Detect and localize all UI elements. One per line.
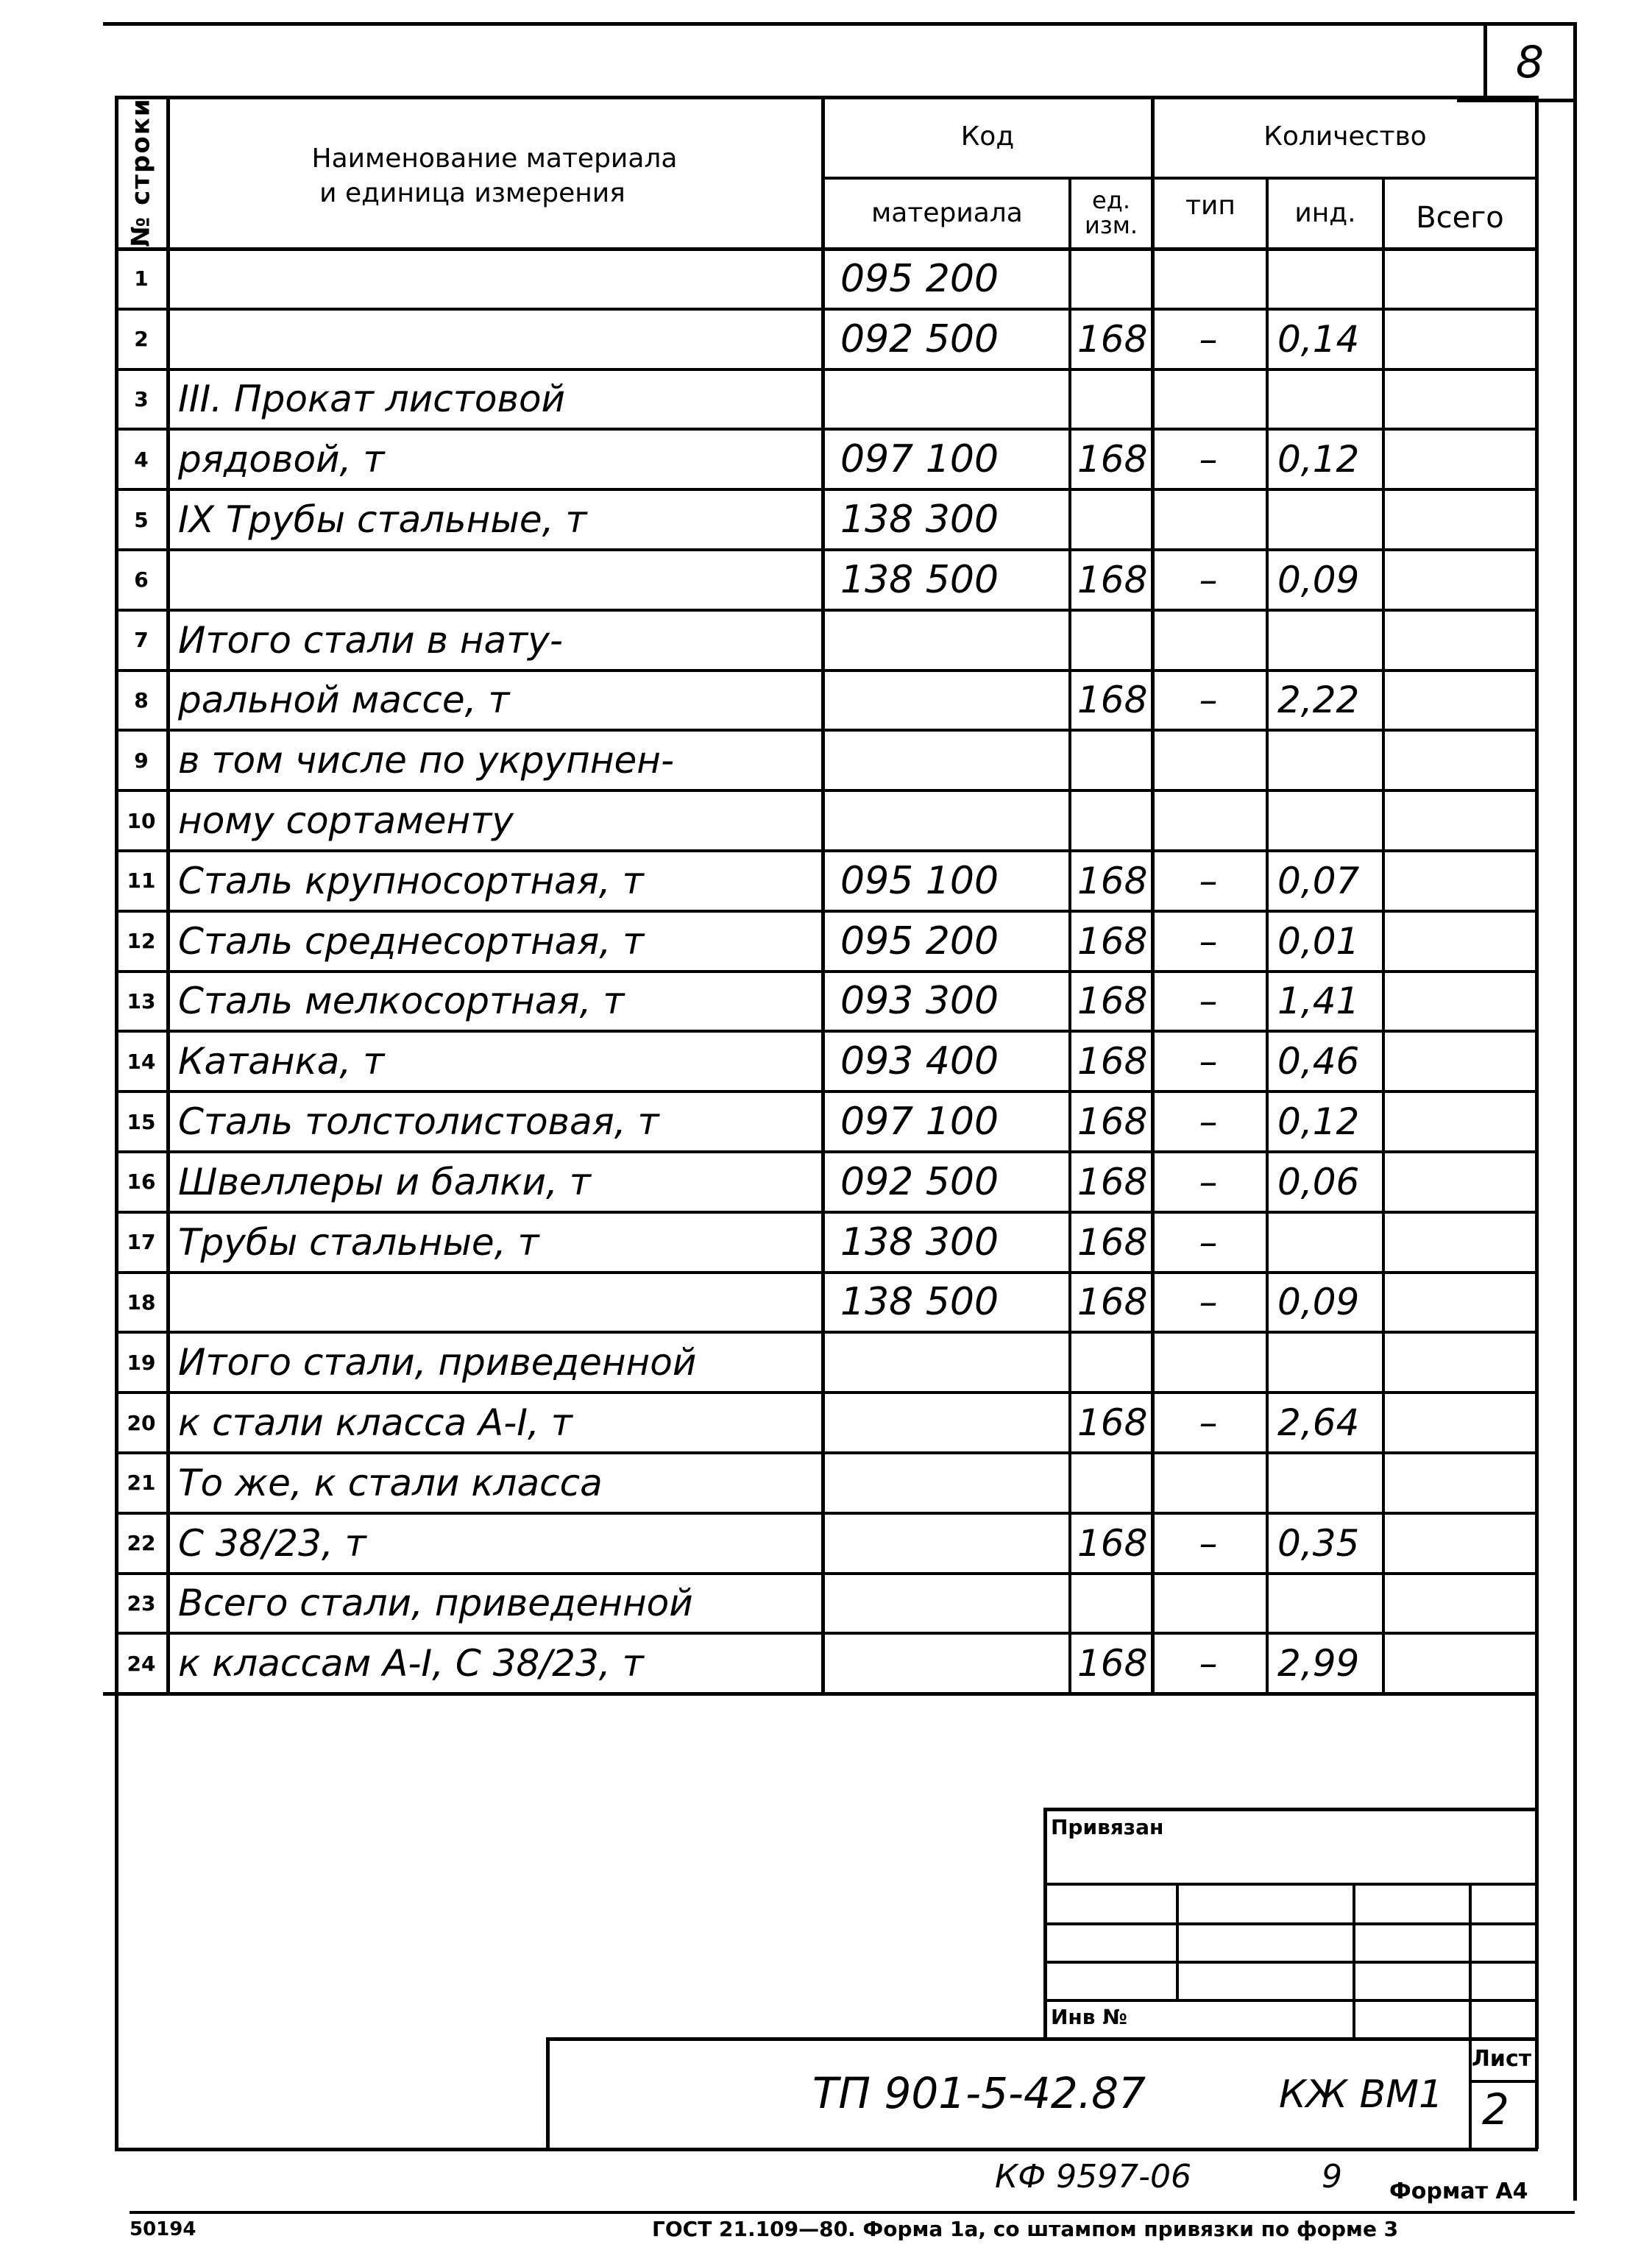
table-row [115,730,1535,790]
stamp-grid-col-3 [1469,1883,1472,2149]
table-row [115,911,1535,972]
qty-type: – [1199,1040,1218,1083]
material-code [829,1633,1079,1694]
material-code: 095 200 [840,256,999,301]
table-row [115,429,1535,489]
unit-code: 168 [1077,558,1148,601]
material-name [174,1273,826,1333]
unit-code [1071,369,1155,430]
qty-total [1385,369,1532,430]
row-number: 18 [127,1289,156,1315]
table-row [115,550,1535,610]
qty-ind [1267,1574,1392,1634]
top-frame-line [103,22,1575,26]
row-number: 20 [127,1410,156,1435]
qty-ind [1267,730,1392,790]
table-row [115,1513,1535,1574]
qty-ind: 0,35 [1277,1521,1360,1565]
row-number: 4 [134,447,149,472]
material-code: 138 500 [840,557,999,602]
material-code [829,790,1079,851]
material-name: Сталь толстолистовая, т [178,1100,659,1144]
qty-type [1152,369,1264,430]
qty-total [1385,790,1532,851]
table-row [115,1453,1535,1513]
stamp-top-line [1043,1808,1538,1811]
material-code: 092 500 [840,316,999,361]
qty-type: – [1199,1642,1218,1685]
unit-code: 168 [1077,438,1148,481]
qty-type [1152,1453,1264,1513]
table-row [115,309,1535,369]
qty-ind: 0,01 [1277,919,1360,963]
material-name: То же, к стали класса [178,1461,603,1504]
header-name-line1: Наименование материала [311,144,678,174]
qty-type: – [1199,558,1218,601]
qty-total [1385,670,1532,731]
row-number: 14 [127,1049,156,1074]
table-row [115,1633,1535,1694]
material-code [829,1574,1079,1634]
row-number: 17 [127,1230,156,1255]
material-code [829,670,1079,731]
section-code: КЖ ВМ1 [1279,2073,1444,2117]
stamp-grid-line-3 [1043,1961,1538,1964]
table-row [115,369,1535,430]
table-row [115,1091,1535,1152]
row-number: 9 [134,748,149,773]
qty-type [1152,610,1264,670]
table-right-line [1535,96,1539,2149]
qty-total [1385,1513,1532,1574]
unit-code [1071,489,1155,550]
row-number: 7 [134,628,149,653]
row-number: 1 [134,266,149,291]
row-number: 6 [134,567,149,592]
material-name: Всего стали, приведенной [178,1582,693,1625]
row-number: 13 [127,988,156,1013]
row-number: 11 [127,868,156,894]
qty-ind [1267,790,1392,851]
qty-total [1385,489,1532,550]
material-name: к классам А-I, С 38/23, т [178,1642,644,1685]
material-code: 138 500 [840,1280,999,1325]
document-code: ТП 901-5-42.87 [812,2068,1146,2118]
qty-total [1385,972,1532,1032]
qty-ind [1267,1332,1392,1393]
material-name [174,249,826,309]
footer-standard: ГОСТ 21.109—80. Форма 1а, со штампом привязки по форме 3 [652,2217,1399,2241]
qty-type: – [1199,1281,1218,1324]
qty-type: – [1199,317,1218,361]
material-name: Итого стали, приведенной [178,1341,697,1384]
qty-total [1385,1091,1532,1152]
qty-ind: 2,64 [1277,1401,1360,1445]
qty-total [1385,309,1532,369]
row-number: 10 [127,808,156,833]
qty-ind [1267,610,1392,670]
table-row [115,1574,1535,1634]
qty-total [1385,1212,1532,1273]
qty-type: – [1199,438,1218,481]
table-row [115,790,1535,851]
material-code: 093 400 [840,1039,999,1084]
stamp-sheet-value: 2 [1482,2084,1509,2134]
qty-total [1385,249,1532,309]
unit-code: 168 [1077,1521,1148,1565]
qty-ind [1267,1212,1392,1273]
qty-total [1385,1273,1532,1333]
material-code: 093 300 [840,979,999,1024]
material-name: ному сортаменту [178,799,514,843]
row-number: 2 [134,327,149,352]
table-row [115,1031,1535,1091]
material-code [829,1393,1079,1453]
material-name [174,309,826,369]
stamp-grid-line-4 [1043,1999,1538,2002]
stamp-inv-label: Инв № [1051,2005,1127,2029]
header-row-number: № строки [127,97,157,247]
material-code: 095 100 [840,858,999,903]
material-code [829,730,1079,790]
table-row [115,1152,1535,1212]
header-code-group: Код [960,121,1015,152]
material-code: 095 200 [840,919,999,963]
row-number: 8 [134,687,149,712]
qty-ind [1267,489,1392,550]
sheet-label-divider [1469,2080,1538,2083]
unit-code [1071,1453,1155,1513]
material-name: III. Прокат листовой [178,378,566,421]
qty-ind: 1,41 [1277,980,1360,1023]
header-qty-type: тип [1185,190,1236,221]
row-number: 22 [127,1531,156,1556]
material-name: Итого стали в нату- [178,618,563,662]
unit-code: 168 [1077,1401,1148,1445]
qty-total [1385,1453,1532,1513]
header-qty-total: Всего [1416,201,1504,235]
row-number: 23 [127,1591,156,1616]
row-number: 15 [127,1109,156,1134]
material-name: Трубы стальные, т [178,1220,539,1264]
qty-type: – [1199,919,1218,963]
qty-type: – [1199,1401,1218,1445]
material-code: 097 100 [840,1100,999,1144]
material-code [829,1453,1079,1513]
material-code [829,369,1079,430]
unit-code: 168 [1077,1642,1148,1685]
unit-code [1071,610,1155,670]
title-block-left-line [546,2037,550,2149]
footer-line [130,2211,1575,2214]
qty-total [1385,610,1532,670]
qty-type: – [1199,980,1218,1023]
table-row [115,851,1535,911]
qty-type [1152,790,1264,851]
qty-total [1385,1574,1532,1634]
qty-ind: 0,09 [1277,1281,1360,1324]
unit-code: 168 [1077,919,1148,963]
table-row [115,972,1535,1032]
qty-total [1385,1332,1532,1393]
header-code-material: материала [871,197,1023,228]
qty-total [1385,911,1532,972]
stamp-sheet-label: Лист [1472,2046,1532,2072]
qty-type: – [1199,1160,1218,1203]
material-name: IX Трубы стальные, т [178,498,587,542]
qty-type: – [1199,1521,1218,1565]
qty-total [1385,1031,1532,1091]
table-row [115,1332,1535,1393]
material-name: Катанка, т [178,1040,385,1083]
qty-ind [1267,249,1392,309]
footer-left-number: 50194 [130,2218,196,2240]
material-code [829,1332,1079,1393]
qty-type [1152,1332,1264,1393]
unit-code: 168 [1077,679,1148,722]
unit-code: 168 [1077,1040,1148,1083]
table-row [115,489,1535,550]
table-row [115,1393,1535,1453]
qty-ind: 0,12 [1277,1100,1360,1144]
material-name: Сталь среднесортная, т [178,919,645,963]
outer-right-frame-line [1573,22,1577,2201]
qty-ind [1267,1453,1392,1513]
material-name: С 38/23, т [178,1521,366,1565]
row-number: 21 [127,1471,156,1496]
stamp-attached-label: Привязан [1051,1815,1164,1839]
unit-code: 168 [1077,1100,1148,1144]
qty-total [1385,429,1532,489]
row-number: 5 [134,507,149,532]
qty-total [1385,1152,1532,1212]
stamp-grid-line-1 [1043,1883,1538,1886]
header-name [171,110,818,243]
unit-code [1071,1574,1155,1634]
material-name: Швеллеры и балки, т [178,1160,591,1203]
qty-type: – [1199,1220,1218,1264]
table-row [115,1212,1535,1273]
material-code: 138 300 [840,498,999,542]
qty-ind: 2,99 [1277,1642,1360,1685]
material-code: 138 300 [840,1220,999,1264]
format-label: Формат А4 [1389,2179,1528,2204]
qty-total [1385,730,1532,790]
row-number: 24 [127,1651,156,1676]
table-row [115,249,1535,309]
qty-type [1152,249,1264,309]
header-qty-ind: инд. [1294,197,1356,228]
row-number: 16 [127,1170,156,1195]
unit-code [1071,730,1155,790]
material-name: ральной массе, т [178,679,510,722]
stamp-grid-line-2 [1043,1922,1538,1925]
material-code: 092 500 [840,1159,999,1204]
qty-ind: 0,06 [1277,1160,1360,1203]
qty-ind: 0,46 [1277,1040,1360,1083]
qty-total [1385,851,1532,911]
material-name: Сталь мелкосортная, т [178,980,625,1023]
material-name: в том числе по укрупнен- [178,739,674,782]
table-bottom-line [103,1692,1538,1696]
unit-code: 168 [1077,1220,1148,1264]
qty-ind [1267,369,1392,430]
stamp-grid-col-1 [1176,1883,1179,1999]
row-number: 3 [134,386,149,411]
unit-code [1071,1332,1155,1393]
stamp-grid-col-2 [1353,1883,1355,2037]
qty-ind: 0,09 [1277,558,1360,601]
row-number: 12 [127,929,156,954]
unit-code [1071,790,1155,851]
qty-type [1152,489,1264,550]
qty-type: – [1199,1100,1218,1144]
title-block-bottom-line [115,2148,1538,2151]
order-code: КФ 9597-06 [995,2158,1191,2195]
row-number: 19 [127,1350,156,1375]
qty-type: – [1199,859,1218,902]
header-name-line2: и единица измерения [319,178,625,208]
qty-ind: 2,22 [1277,679,1360,722]
header-qty-group: Количество [1263,121,1427,152]
qty-ind: 0,07 [1277,859,1360,902]
unit-code: 168 [1077,980,1148,1023]
qty-type [1152,730,1264,790]
qty-total [1385,550,1532,610]
page-number: 9 [1322,2158,1342,2195]
unit-code: 168 [1077,1160,1148,1203]
material-name: Сталь крупносортная, т [178,859,644,902]
qty-ind: 0,12 [1277,438,1360,481]
unit-code [1071,249,1155,309]
qty-ind: 0,14 [1277,317,1360,361]
table-row [115,610,1535,670]
qty-total [1385,1633,1532,1694]
sheet-corner-number: 8 [1515,37,1545,88]
title-block-top-line [546,2037,1538,2041]
qty-total [1385,1393,1532,1453]
material-name: к стали класса А-I, т [178,1401,572,1445]
material-name: рядовой, т [178,438,385,481]
material-code [829,1513,1079,1574]
table-row [115,670,1535,731]
unit-code: 168 [1077,317,1148,361]
qty-type [1152,1574,1264,1634]
material-name [174,550,826,610]
header-code-unit: ед. изм. [1084,186,1138,239]
table-row [115,1273,1535,1333]
qty-type: – [1199,679,1218,722]
unit-code: 168 [1077,1281,1148,1324]
material-code: 097 100 [840,437,999,482]
unit-code: 168 [1077,859,1148,902]
material-code [829,610,1079,670]
